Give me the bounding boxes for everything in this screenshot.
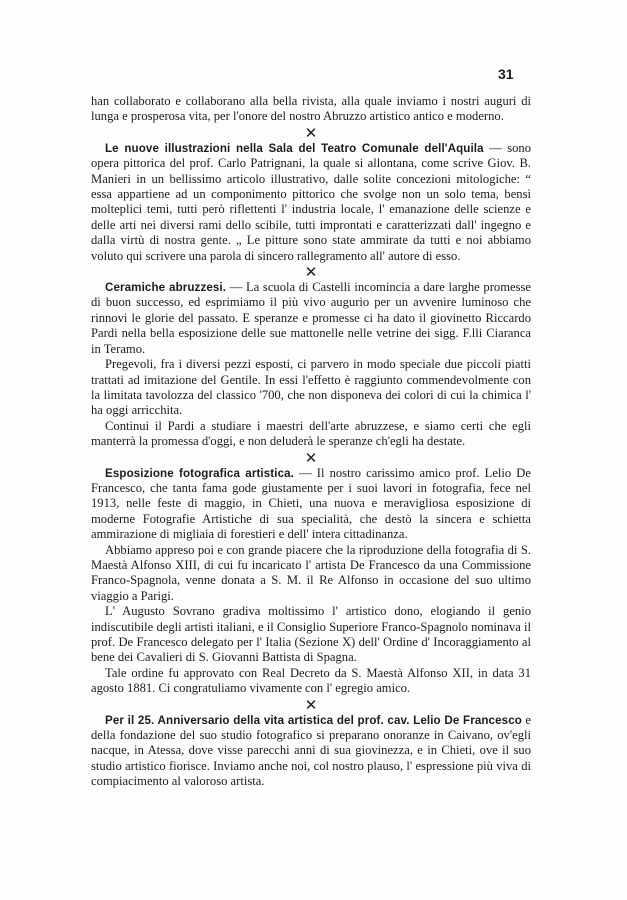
section-esposizione-paragraph	[91, 466, 531, 543]
section-ceramiche-paragraph	[91, 280, 531, 357]
section-esposizione-heading: Esposizione fotografica artistica.	[105, 466, 294, 480]
section-ceramiche-paragraph-3: Continui il Pardi a studiare i maestri dell'arte abruzzese, e siamo certi che egli manterrà la promessa d'oggi, e non deluderà le speranze ch'egli ha destate.	[91, 418, 531, 449]
separator-cross-icon: ✕	[304, 448, 318, 467]
section-anniversario-heading: Per il 25. Anniversario della vita artistica del prof. cav. Lelio De Francesco	[105, 713, 522, 727]
separator-cross-icon: ✕	[304, 123, 318, 142]
section-ceramiche-heading: Ceramiche abruzzesi.	[105, 281, 227, 295]
section-esposizione-paragraph-2: Abbiamo appreso poi e con grande piacere che la riproduzione della fotografia di S. Maestà Alfonso XIII, di cui fu incaricato l' artista De Francesco da una Commissione Franco-Spagnola, venne donata a S. M. il Re Alfonso in occasione del suo ultimo viaggio a Parigi.	[91, 542, 531, 603]
section-esposizione-paragraph-3: L' Augusto Sovrano gradiva moltissimo l' artistico dono, elogiando il genio indiscutibile degli artisti italiani, e il Consiglio Superiore Franco-Spagnolo nominava il prof. De Francesco delegato per l' Italia (Sezione X) dell' Ordine d' Incoraggiamento al bene dei Cavalieri di S. Giovanni Battista di Spagna.	[91, 604, 531, 665]
intro-paragraph: han collaborato e collaborano alla bella rivista, alla quale inviamo i nostri auguri di lunga e prosperosa vita, per l'onore del nostro Abruzzo artistico antico e moderno.	[91, 94, 531, 124]
section-teatro-paragraph	[91, 141, 531, 264]
section-ceramiche-text: — La scuola di Castelli incomincia a dare larghe promesse di buon successo, ed esprimiamo il più vivo augurio per un avvenire luminoso che rinnovi le glorie del passato. E speranze e promesse ci ha dato il giovinetto Riccardo Pardi nella bella esposizione delle sue mattonelle nelle vetrine dei sigg. F.lli Ciaranca in Teramo.	[91, 280, 531, 356]
section-teatro-heading: Le nuove illustrazioni nella Sala del Teatro Comunale dell'Aquila	[105, 141, 484, 155]
separator-cross-icon: ✕	[304, 695, 318, 714]
section-teatro-text: — sono opera pittorica del prof. Carlo Patrignani, la quale si allontana, come scrive Giov. B. Manieri in un bellissimo articolo illustrativo, dalle solite concezioni mitologiche: “ essa appartiene ad un componimento pittorico che svolge non un solo tema, bensì molteplici temi, tutti però riflettenti l' industria locale, l' emanazione delle scienze e delle arti nei diversi rami dello scibile, tutti improntati e caratterizzati dall' ingegno e dalla virtù di nostra gente. „ Le pitture sono state ammirate da tutti e noi abbiamo voluto qui scrivere una parola di sincero rallegramento all' autore di esso.	[91, 140, 532, 263]
section-esposizione-paragraph-4: Tale ordine fu approvato con Real Decreto da S. Maestà Alfonso XII, in data 31 agosto 1881. Ci congratuliamo vivamente con l' egregio amico.	[91, 665, 531, 696]
separator-cross-icon: ✕	[304, 263, 318, 282]
article-body	[91, 94, 531, 790]
section-anniversario-text: e della fondazione del suo studio fotografico si preparano onoranze in Caivano, ov'egli nacque, in Atessa, dove visse parecchi anni di sua giovinezza, e in Chieti, ove il suo studio artistico fiorisce. Inviamo anche noi, col nostro plauso, l' espressione più viva di compiacimento al valoroso artista.	[91, 712, 531, 789]
section-esposizione-text: — Il nostro carissimo amico prof. Lelio De Francesco, che tanta fama gode giustamente per i suoi lavori in fotografia, fece nel 1913, nelle feste di maggio, in Chieti, una nuova e meravigliosa esposizione di moderne Fotografie Artistiche di sua specialità, che destò la sincera e schietta ammirazione di migliaia di forestieri e dell' intera cittadinanza.	[91, 465, 531, 542]
section-anniversario-paragraph	[91, 713, 531, 790]
page-number: 31	[498, 66, 514, 82]
section-ceramiche-paragraph-2: Pregevoli, fra i diversi pezzi esposti, ci parvero in modo speciale due piccoli piatti trattati ad imitazione del Gentile. In essi l'effetto è raggiunto commendevolmente con la limitata tavolozza del classico '700, che non disponeva dei colori di cui la chimica l' ha oggi arricchita.	[91, 357, 531, 418]
